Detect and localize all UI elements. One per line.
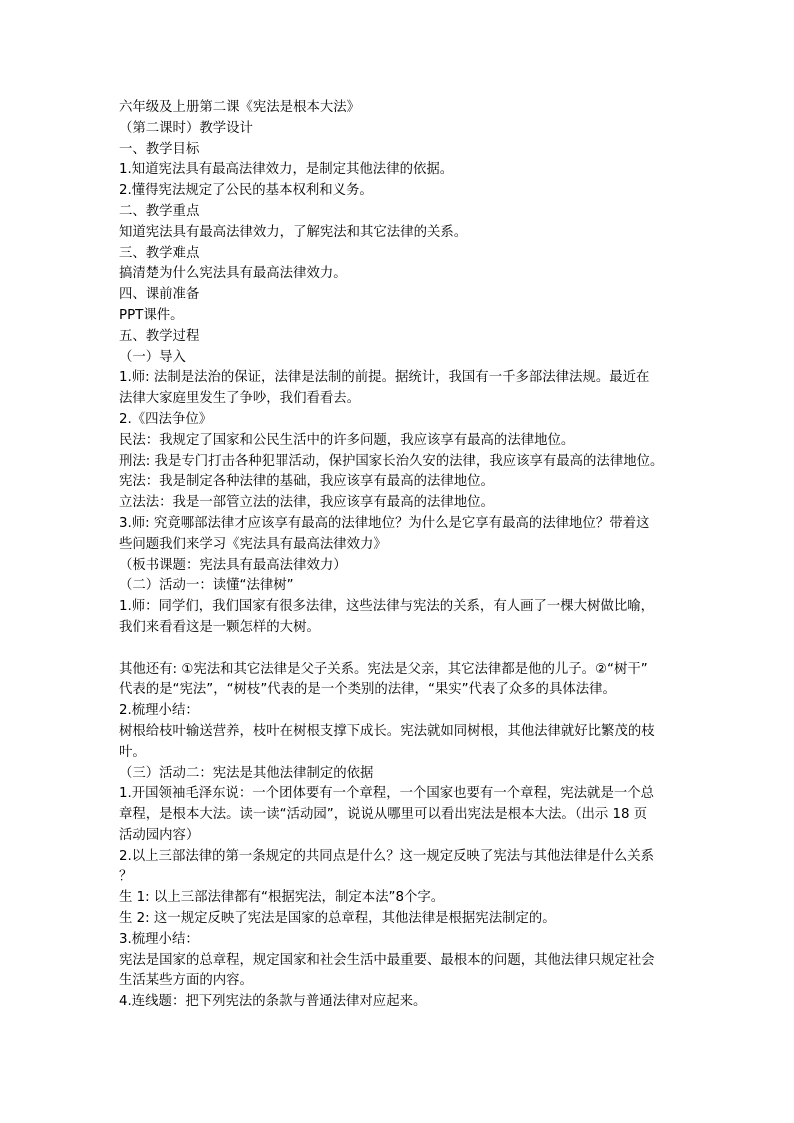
paragraph-line: 刑法: 我是专门打击各种犯罪活动，保护国家长治久安的法律，我应该享有最高的法律地位。 [119, 453, 664, 469]
doc-title: 六年级及上册第二课《宪法是根本大法》 [119, 100, 361, 115]
paragraph-line: 搞清楚为什么宪法具有最高法律效力。 [119, 266, 347, 282]
paragraph-line: 立法法：我是一部管立法的法律，我应该享有最高的法律地位。 [119, 495, 494, 511]
paragraph-line: 代表的是“宪法”，“树枝”代表的是一个类别的法律，“果实”代表了众多的具体法律。 [119, 682, 616, 698]
section-heading-preparation: 四、课前准备 [119, 287, 200, 303]
paragraph-line: 3.梳理小结： [119, 931, 199, 947]
paragraph-line: PPT课件。 [119, 307, 184, 323]
paragraph-line: 2.梳理小结： [119, 703, 199, 719]
paragraph-line: 2.以上三部法律的第一条规定的共同点是什么？这一规定反映了宪法与其他法律是什么关系 [119, 848, 655, 864]
paragraph-line: 法律大家庭里发生了争吵，我们看看去。 [119, 391, 361, 407]
paragraph-line: 2.《四法争位》 [119, 411, 213, 427]
subsection-heading-intro: （一）导入 [119, 349, 186, 365]
paragraph-line: 1.知道宪法具有最高法律效力，是制定其他法律的依据。 [119, 162, 454, 178]
paragraph-line: 树根给枝叶输送营养，枝叶在树根支撑下成长。宪法就如同树根，其他法律就好比繁茂的枝 [119, 723, 655, 739]
paragraph-line: 4.连线题：把下列宪法的条款与普通法律对应起来。 [119, 994, 427, 1010]
paragraph-line: 1.师：同学们，我们国家有很多法律，这些法律与宪法的关系，有人画了一棵大树做比喻， [119, 599, 655, 615]
paragraph-line: 章程，是根本大法。读一读“活动园”，说说从哪里可以看出宪法是根本大法。（出示 18 页 [119, 807, 648, 823]
paragraph-line: 叶。 [119, 744, 146, 760]
paragraph-line: 其他还有: ①宪法和其它法律是父子关系。宪法是父亲，其它法律都是他的儿子。②“树干” [119, 661, 648, 677]
section-heading-difficulties: 三、教学难点 [119, 245, 200, 261]
paragraph-line: 知道宪法具有最高法律效力，了解宪法和其它法律的关系。 [119, 224, 468, 240]
paragraph-line: 生 2: 这一规定反映了宪法是国家的总章程，其他法律是根据宪法制定的。 [119, 911, 556, 927]
subsection-heading-activity-one: （二）活动一：读懂“法律树” [119, 578, 294, 594]
paragraph-line: 活动园内容） [119, 827, 200, 843]
paragraph-line: ？ [119, 869, 133, 885]
paragraph-line: 1.开国领袖毛泽东说：一个团体要有一个章程，一个国家也要有一个章程，宪法就是一个总 [119, 786, 655, 802]
paragraph-line: 宪法：我是制定各种法律的基础，我应该享有最高的法律地位。 [119, 474, 494, 490]
paragraph-line: 些问题我们来学习《宪法具有最高法律效力》 [119, 536, 387, 552]
subsection-heading-activity-two: （三）活动二：宪法是其他法律制定的依据 [119, 765, 374, 781]
paragraph-line: 民法：我规定了国家和公民生活中的许多问题，我应该享有最高的法律地位。 [119, 432, 575, 448]
paragraph-line: 我们来看看这是一颗怎样的大树。 [119, 619, 320, 635]
doc-subtitle: （第二课时）教学设计 [119, 120, 253, 136]
paragraph-line: 1.师: 法制是法治的保证，法律是法制的前提。据统计，我国有一千多部法律法规。最近在 [119, 370, 650, 386]
paragraph-line: 3.师: 究竟哪部法律才应该享有最高的法律地位？为什么是它享有最高的法律地位？带着这 [119, 515, 650, 531]
paragraph-line: 宪法是国家的总章程，规定国家和社会生活中最重要、最根本的问题，其他法律只规定社会 [119, 952, 655, 968]
document-body [119, 98, 689, 1013]
paragraph-line: 生活某些方面的内容。 [119, 973, 253, 989]
section-heading-process: 五、教学过程 [119, 328, 200, 344]
paragraph-line: 生 1: 以上三部法律都有“根据宪法，制定本法”8个字。 [119, 890, 445, 906]
section-heading-key-points: 二、教学重点 [119, 203, 200, 219]
blank-line [119, 639, 689, 660]
section-heading-objectives: 一、教学目标 [119, 141, 200, 157]
paragraph-line: （板书课题：宪法具有最高法律效力） [119, 557, 347, 573]
paragraph-line: 2.懂得宪法规定了公民的基本权利和义务。 [119, 183, 373, 199]
